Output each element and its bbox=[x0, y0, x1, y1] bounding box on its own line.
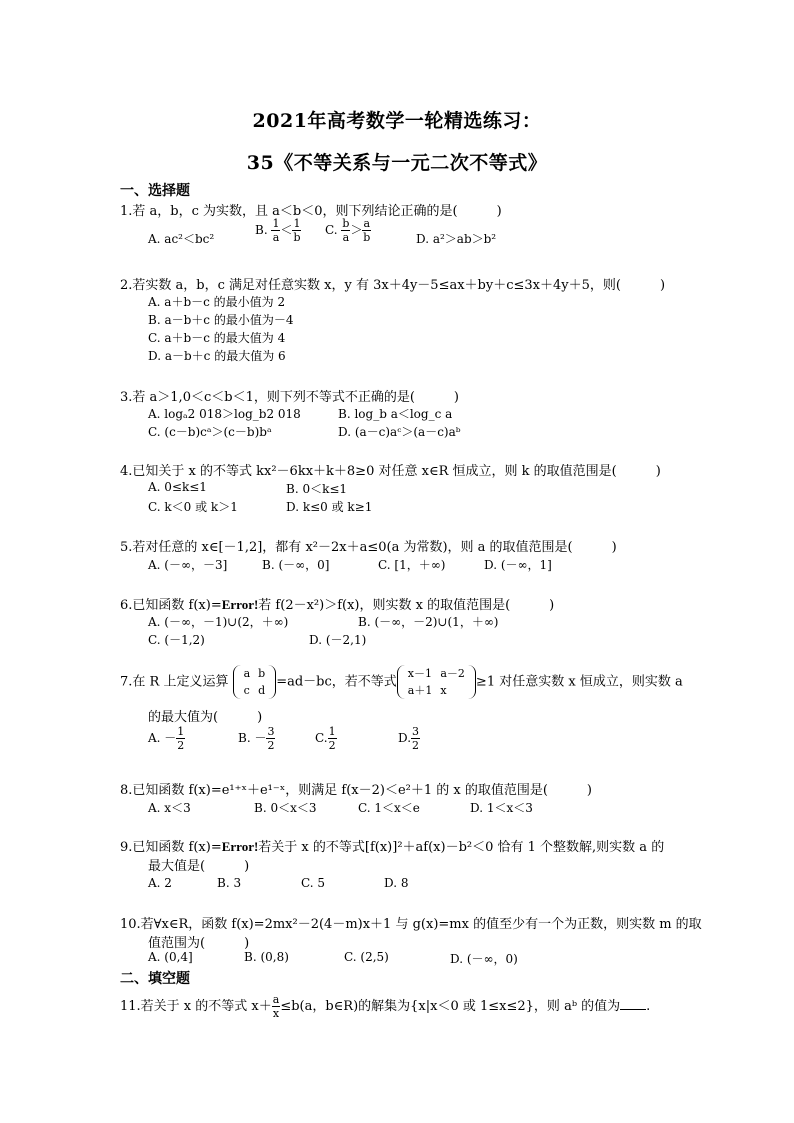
q8-option-d: D. 1＜x＜3 bbox=[470, 801, 533, 815]
q1-c-label: C. bbox=[325, 223, 338, 237]
question-7-stem bbox=[120, 665, 683, 699]
q1-b-label: B. bbox=[255, 223, 268, 237]
q7-stem-pre: 7.在 R 上定义运算 bbox=[120, 674, 229, 690]
q10-option-c: C. (2,5) bbox=[344, 950, 389, 964]
q7-stem-post: ≥1 对任意实数 x 恒成立，则实数 a bbox=[475, 674, 683, 690]
q1-c-fraction-right: $\frac{a}{b}$ bbox=[363, 217, 371, 244]
q6-stem-pre: 6.已知函数 f(x)= bbox=[120, 598, 222, 613]
q2-option-b: B. a－b＋c 的最小值为－4 bbox=[148, 313, 294, 327]
q8-option-a: A. x＜3 bbox=[148, 801, 191, 815]
q6-error-text: Error! bbox=[221, 597, 259, 612]
q3-option-c: C. (c－b)cᵃ＞(c－b)bᵃ bbox=[148, 425, 272, 439]
q9-option-a: A. 2 bbox=[148, 876, 172, 890]
q9-stem-pre: 9.已知函数 f(x)= bbox=[120, 840, 222, 855]
q1-option-c: C. $\frac{b}{a}$ ＞ $\frac{a}{b}$ bbox=[325, 217, 371, 244]
q3-option-b: B. log_b a＜log_c a bbox=[338, 407, 453, 421]
q6-option-d: D. (－2,1) bbox=[309, 633, 367, 647]
section-fill-in: 二、填空题 bbox=[120, 971, 190, 987]
q10-option-a: A. (0,4] bbox=[148, 950, 193, 964]
q1-b-fraction-left: $\frac{1}{a}$ bbox=[272, 217, 280, 244]
q5-option-a: A. (－∞，－3] bbox=[148, 558, 228, 572]
question-5-stem: 5.若对任意的 x∈[－1,2]，都有 x²－2x＋a≤0(a 为常数)，则 a 的取值范围是( ) bbox=[120, 540, 617, 555]
q10-stem-line-2: 值范围为( ) bbox=[148, 936, 250, 951]
q1-c-fraction-left: $\frac{b}{a}$ bbox=[342, 217, 350, 244]
q7-option-d: D. $\frac{3}{2}$ bbox=[398, 725, 420, 752]
question-3-stem: 3.若 a＞1,0＜c＜b＜1，则下列不等式不正确的是( ) bbox=[120, 390, 459, 405]
q4-option-c: C. k＜0 或 k＞1 bbox=[148, 500, 238, 514]
q7-stem-line-2: 的最大值为( ) bbox=[148, 710, 263, 725]
q9-stem-line-2: 最大值是( ) bbox=[148, 859, 250, 874]
q2-option-a: A. a＋b－c 的最小值为 2 bbox=[148, 295, 286, 309]
q3-option-d: D. (a－c)aᶜ＞(a－c)aᵇ bbox=[338, 425, 461, 439]
q7-matrix-definition: a b c d bbox=[233, 665, 277, 699]
q11-stem-post: ≤b(a，b∈R)的解集为{x|x＜0 或 1≤x≤2}，则 aᵇ 的值为 bbox=[280, 999, 621, 1014]
q4-option-b: B. 0＜k≤1 bbox=[286, 482, 348, 496]
q8-option-c: C. 1＜x＜e bbox=[358, 801, 420, 815]
q1-option-a: A. ac²＜bc² bbox=[148, 232, 215, 246]
q4-option-a: A. 0≤k≤1 bbox=[148, 480, 207, 494]
q3-option-a: A. logₐ2 018＞log_b2 018 bbox=[148, 407, 301, 421]
q9-stem-post: 若关于 x 的不等式[f(x)]²＋af(x)－b²＜0 恰有 1 个整数解,则实数 a 的 bbox=[258, 840, 665, 855]
q11-stem-pre: 11.若关于 x 的不等式 x＋ bbox=[120, 999, 272, 1014]
q1-option-b: B. $\frac{1}{a}$ ＜ $\frac{1}{b}$ bbox=[255, 217, 301, 244]
title-line-1: 2021年高考数学一轮精选练习： bbox=[252, 110, 542, 132]
q7-option-b: B. － $\frac{3}{2}$ bbox=[238, 725, 275, 752]
q4-option-d: D. k≤0 或 k≥1 bbox=[286, 500, 373, 514]
q6-option-c: C. (－1,2) bbox=[148, 633, 205, 647]
q1-option-d: D. a²＞ab＞b² bbox=[416, 232, 497, 246]
q11-answer-blank[interactable] bbox=[620, 1009, 646, 1010]
question-11-stem: 11.若关于 x 的不等式 x＋ $\frac{a}{x}$ ≤b(a，b∈R)的解集为{x|x＜0 或 1≤x≤2}，则 aᵇ 的值为 . bbox=[120, 993, 651, 1020]
q9-error-text: Error! bbox=[221, 839, 259, 854]
q2-option-d: D. a－b＋c 的最大值为 6 bbox=[148, 349, 286, 363]
question-9-stem bbox=[120, 836, 664, 855]
question-6-stem bbox=[120, 594, 554, 613]
question-1-stem: 1.若 a，b，c 为实数，且 a＜b＜0，则下列结论正确的是( ) bbox=[120, 204, 502, 219]
q7-matrix-inequality: x－1 a－2 a＋1 x bbox=[397, 665, 476, 699]
q11-fraction: $\frac{a}{x}$ bbox=[272, 993, 280, 1020]
title-line-2: 35《不等关系与一元二次不等式》 bbox=[246, 152, 548, 174]
question-8-stem: 8.已知函数 f(x)=e¹⁺ˣ＋e¹⁻ˣ，则满足 f(x－2)＜e²＋1 的 x 的取值范围是( ) bbox=[120, 783, 593, 798]
q7-stem-mid: =ad－bc，若不等式 bbox=[276, 674, 397, 690]
q6-stem-post: 若 f(2－x²)＞f(x)，则实数 x 的取值范围是( ) bbox=[258, 598, 555, 613]
q5-option-d: D. (－∞，1] bbox=[484, 558, 552, 572]
question-10-stem: 10.若∀x∈R，函数 f(x)=2mx²－2(4－m)x＋1 与 g(x)=mx 的值至少有一个为正数，则实数 m 的取 bbox=[120, 917, 702, 932]
q9-option-b: B. 3 bbox=[217, 876, 242, 890]
section-multiple-choice: 一、选择题 bbox=[120, 183, 190, 199]
q2-option-c: C. a＋b－c 的最大值为 4 bbox=[148, 331, 286, 345]
q5-option-b: B. (－∞，0] bbox=[262, 558, 330, 572]
q1-b-fraction-right: $\frac{1}{b}$ bbox=[293, 217, 301, 244]
question-4-stem: 4.已知关于 x 的不等式 kx²－6kx＋k＋8≥0 对任意 x∈R 恒成立，则 k 的取值范围是( ) bbox=[120, 464, 661, 479]
q6-option-b: B. (－∞，－2)∪(1，＋∞) bbox=[358, 615, 499, 629]
q6-option-a: A. (－∞，－1)∪(2，＋∞) bbox=[148, 615, 289, 629]
q9-option-d: D. 8 bbox=[384, 876, 409, 890]
q9-option-c: C. 5 bbox=[301, 876, 326, 890]
q7-option-a: A. － $\frac{1}{2}$ bbox=[148, 725, 185, 752]
q10-option-d: D. (－∞，0) bbox=[450, 952, 518, 966]
q8-option-b: B. 0＜x＜3 bbox=[254, 801, 317, 815]
q10-option-b: B. (0,8) bbox=[244, 950, 289, 964]
q5-option-c: C. [1，＋∞) bbox=[378, 558, 446, 572]
question-2-stem: 2.若实数 a，b，c 满足对任意实数 x，y 有 3x＋4y－5≤ax＋by＋c≤3x＋4y＋5，则( ) bbox=[120, 278, 666, 293]
q7-option-c: C. $\frac{1}{2}$ bbox=[315, 725, 336, 752]
